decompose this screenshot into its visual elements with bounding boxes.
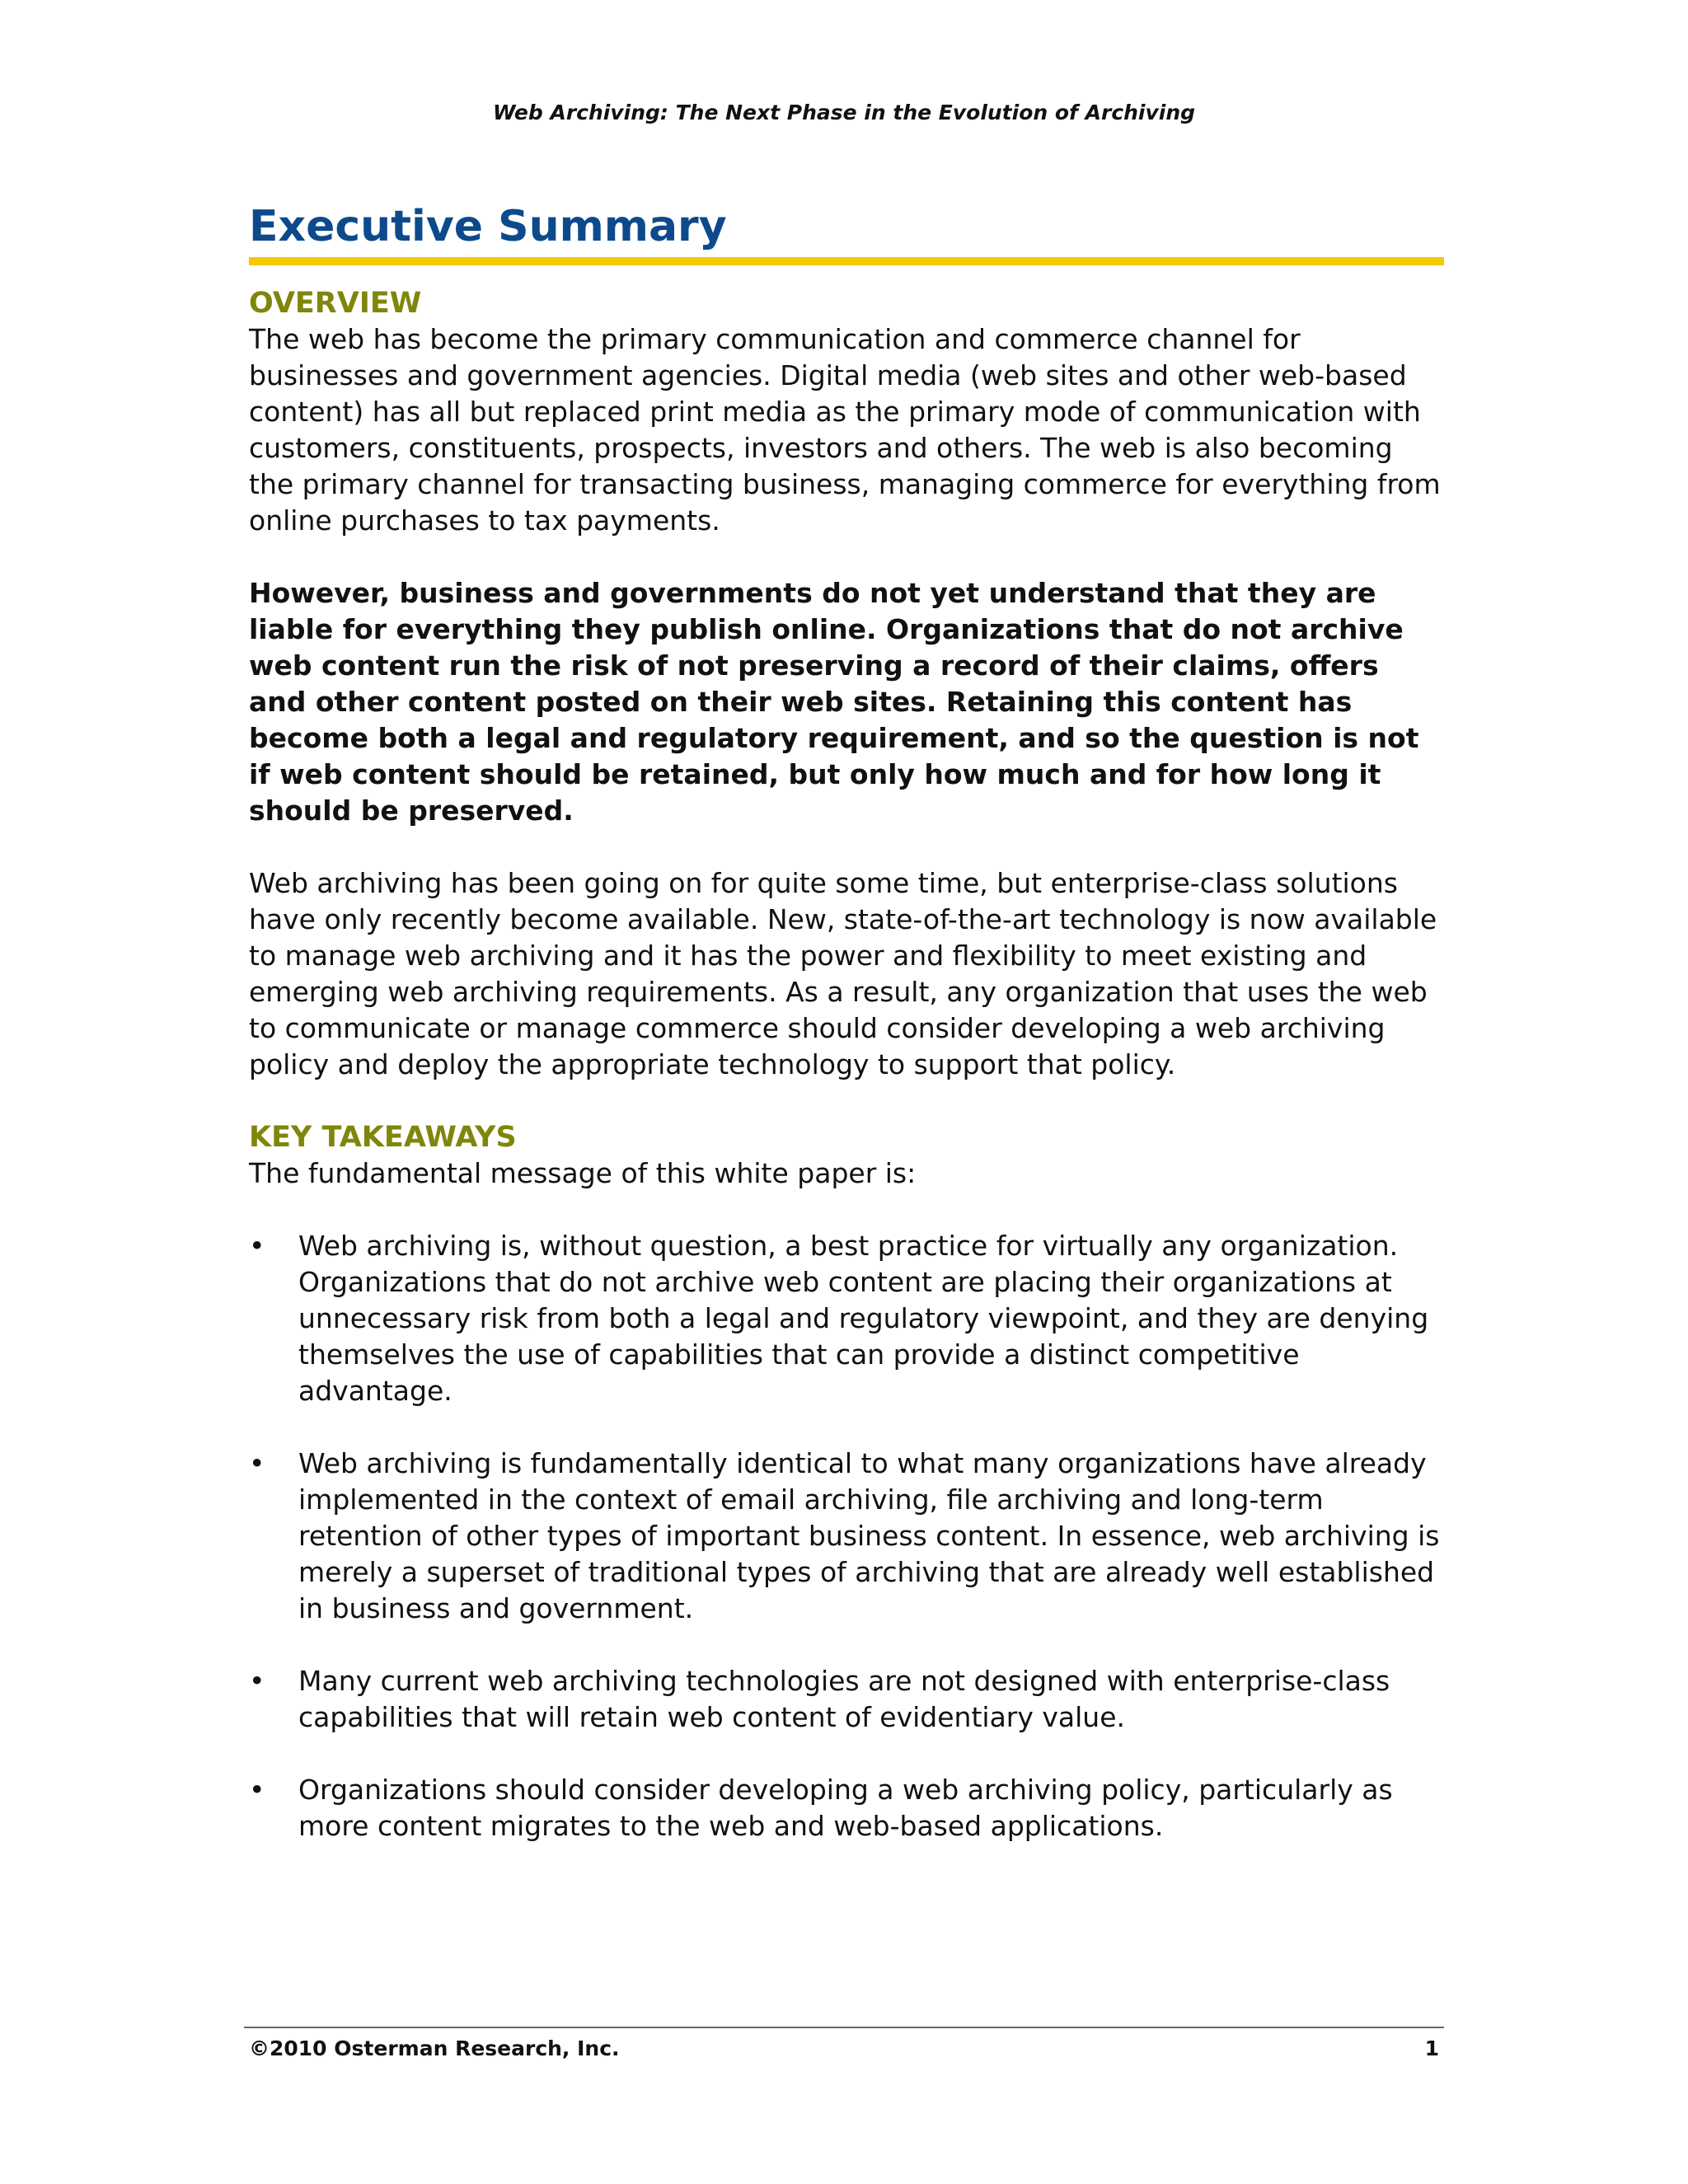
overview-paragraph-2: However, business and governments do not yet understand that they are liable for everything they publish online. Organizations that do not archive web content run the risk of not preserving a record of their claims, offers and other content posted on their web sites. Retaining this content has become both a legal and regulatory requirement, and so the question is not if web content should be retained, but only how much and for how long it should be preserved. (249, 577, 1419, 827)
footer-row (244, 2036, 1444, 2060)
running-header: Web Archiving: The Next Phase in the Evolution of Archiving (492, 101, 1196, 124)
copyright-text: ©2010 Osterman Research, Inc. (249, 2036, 620, 2060)
key-takeaways-list (249, 1228, 1444, 1844)
list-item (249, 1663, 1444, 1736)
key-takeaways-intro: The fundamental message of this white paper is: (249, 1157, 917, 1189)
footer-rule (244, 2027, 1444, 2028)
bullet-icon: • (249, 1774, 265, 1806)
bullet-icon: • (249, 1665, 265, 1697)
page-number: 1 (1424, 2036, 1439, 2060)
bullet-text: Web archiving is, without question, a best practice for virtually any organization. Organizations that do not archive web content are placing their organizations at unnecessary risk from both a legal and regulatory viewpoint, and they are denying themselves the use of capabilities that can provide a distinct competitive advantage. (298, 1230, 1429, 1407)
bullet-icon: • (249, 1447, 265, 1479)
bullet-text: Many current web archiving technologies are not designed with enterprise-class capabilities that will retain web content of evidentiary value. (298, 1665, 1390, 1733)
list-item (249, 1772, 1444, 1844)
page-footer (244, 2027, 1444, 2060)
list-item (249, 1446, 1444, 1627)
overview-heading: OVERVIEW (249, 287, 422, 320)
list-item (249, 1228, 1444, 1409)
key-takeaways-heading: KEY TAKEAWAYS (249, 1121, 517, 1154)
bullet-icon: • (249, 1230, 265, 1262)
page-title: Executive Summary (249, 202, 727, 251)
page-content (249, 198, 1444, 1881)
overview-paragraph-3: Web archiving has been going on for quite some time, but enterprise-class solutions have only recently become available. New, state-of-the-art technology is now available to manage web archiving and it has the power and flexibility to meet existing and emerging web archiving requirements. As a result, any organization that uses the web to communicate or manage commerce should consider developing a web archiving policy and deploy the appropriate technology to support that policy. (249, 867, 1437, 1080)
overview-paragraph-1: The web has become the primary communication and commerce channel for businesses and government agencies. Digital media (web sites and other web-based content) has all but replaced print media as the primary mode of communication with customers, constituents, prospects, investors and others. The web is also becoming the primary channel for transacting business, managing commerce for everything from online purchases to tax payments. (249, 323, 1441, 537)
bullet-text: Web archiving is fundamentally identical to what many organizations have already implemented in the context of email archiving, file archiving and long-term retention of other types of important business content. In essence, web archiving is merely a superset of traditional types of archiving that are already well established in business and government. (298, 1447, 1440, 1624)
bullet-text: Organizations should consider developing a web archiving policy, particularly as more content migrates to the web and web-based applications. (298, 1774, 1393, 1842)
title-underline (249, 257, 1444, 265)
